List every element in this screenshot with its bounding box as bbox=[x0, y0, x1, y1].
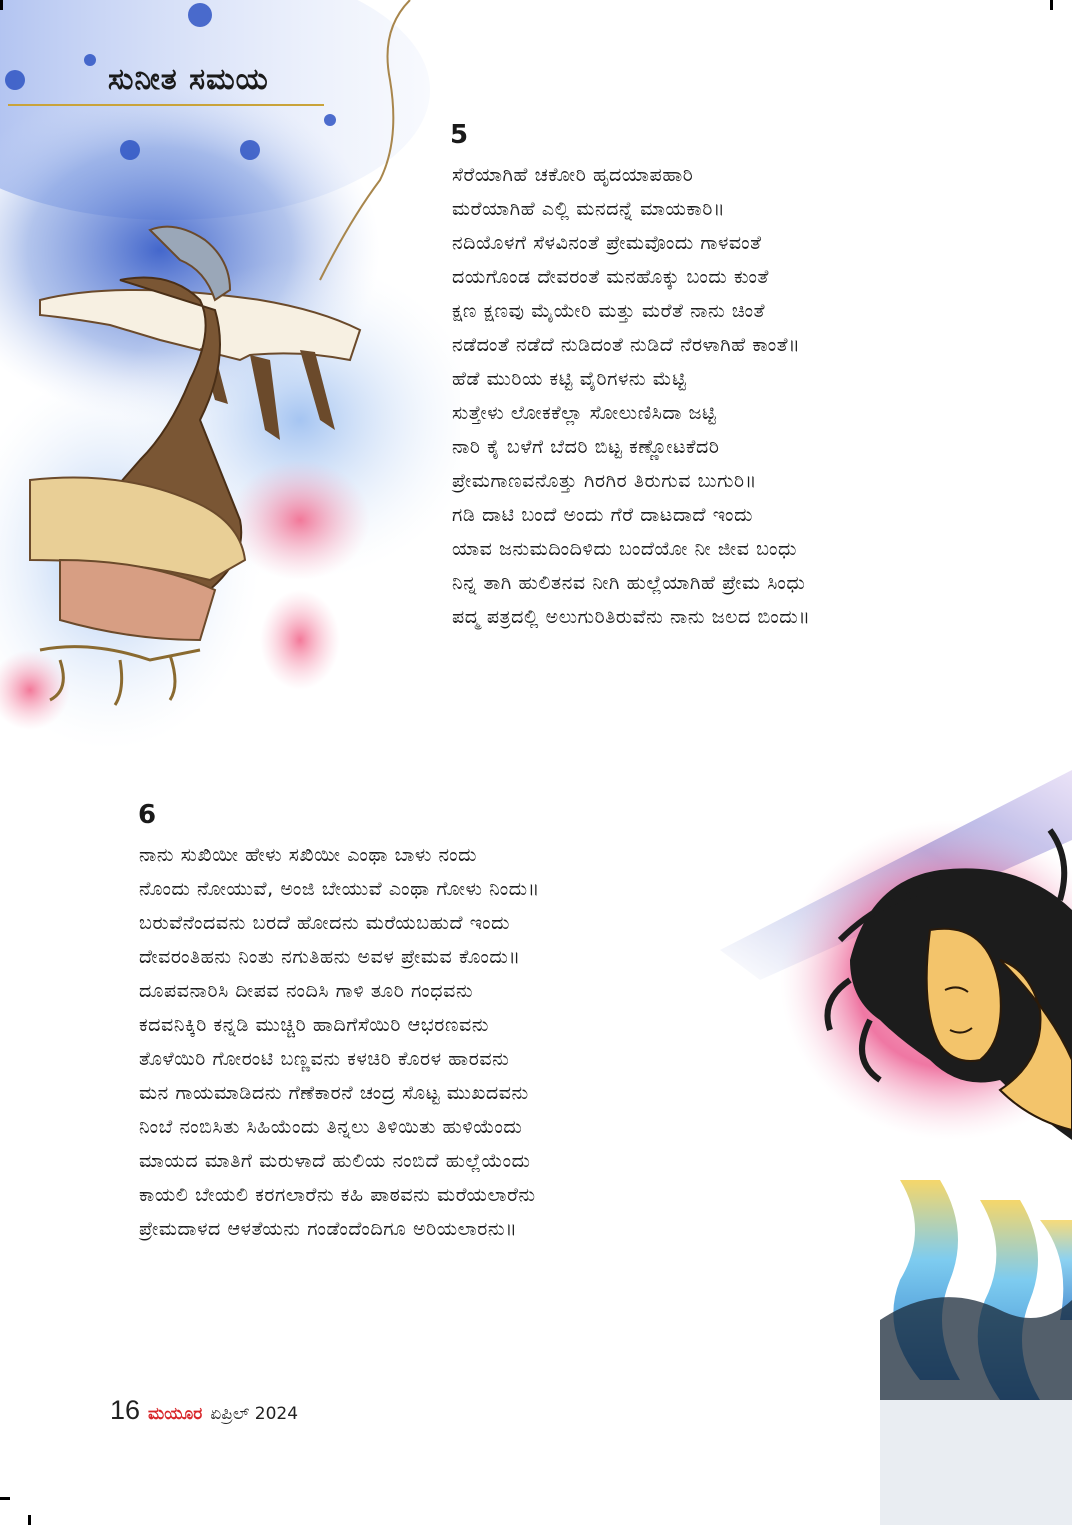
illustration-woman-at-table bbox=[0, 0, 460, 760]
poem-number-5: 5 bbox=[450, 120, 469, 150]
poem-line: ಬರುವೆನೆಂದವನು ಬರದೆ ಹೋದನು ಮರೆಯಬಹುದೆ ಇಂದು bbox=[139, 912, 511, 934]
poem-line: ಕದವನಿಕ್ಕಿರಿ ಕನ್ನಡಿ ಮುಚ್ಚಿರಿ ಹಾದಿಗೆಸೆಯಿರಿ ಆಭರಣವನು bbox=[139, 1014, 490, 1036]
poem-line: ದೂಪವನಾರಿಸಿ ದೀಪವ ನಂದಿಸಿ ಗಾಳಿ ತೂರಿ ಗಂಧವನು bbox=[139, 980, 474, 1002]
title-rule bbox=[8, 104, 324, 106]
poem-line: ದೇವರಂತಿಹನು ನಿಂತು ನಗುತಿಹನು ಅವಳ ಪ್ರೇಮವ ಕೊಂದು॥ bbox=[139, 946, 521, 968]
page-footer bbox=[110, 1395, 298, 1426]
poem-line: ಗಡಿ ದಾಟಿ ಬಂದೆ ಅಂದು ಗೆರೆ ದಾಟದಾದೆ ಇಂದು bbox=[452, 504, 753, 526]
poem-line: ಪ್ರೇಮದಾಳದ ಆಳತೆಯನು ಗಂಡೆಂದೆಂದಿಗೂ ಅರಿಯಲಾರನು॥ bbox=[139, 1218, 518, 1240]
magazine-name: ಮಯೂರ bbox=[148, 1404, 203, 1424]
crop-mark bbox=[0, 0, 3, 10]
illustration-woman-with-flowing-hair bbox=[700, 760, 1072, 1525]
crop-mark bbox=[0, 1497, 10, 1500]
poem-line: ಮಾಯದ ಮಾತಿಗೆ ಮರುಳಾದೆ ಹುಲಿಯ ನಂಬಿದೆ ಹುಲ್ಲೆಯೆಂದು bbox=[139, 1150, 531, 1172]
poem-line: ಮನ ಗಾಯಮಾಡಿದನು ಗೆಣೆಕಾರನೆ ಚಂದ್ರ ಸೊಟ್ಟ ಮುಖದವನು bbox=[139, 1082, 529, 1104]
poem-line: ನಾನು ಸುಖಿಯೀ ಹೇಳು ಸಖಿಯೀ ಎಂಥಾ ಬಾಳು ನಂದು bbox=[139, 844, 478, 866]
poem-line: ದಯಗೊಂಡ ದೇವರಂತೆ ಮನಹೊಕ್ಕು ಬಂದು ಕುಂತೆ bbox=[452, 266, 769, 288]
poem-line: ಹೆಡೆ ಮುರಿಯ ಕಟ್ಟಿ ವೈರಿಗಳನು ಮೆಟ್ಟಿ bbox=[452, 368, 687, 390]
poem-line: ಪದ್ಮ ಪತ್ರದಲ್ಲಿ ಅಲುಗುರಿತಿರುವೆನು ನಾನು ಜಲದ ಬಿಂದು॥ bbox=[452, 606, 811, 628]
poem-line: ನಿನ್ನ ತಾಗಿ ಹುಲಿತನವ ನೀಗಿ ಹುಲ್ಲೆಯಾಗಿಹೆ ಪ್ರೇಮ ಸಿಂಧು bbox=[452, 572, 806, 594]
poem-number-6: 6 bbox=[138, 800, 157, 830]
poem-line: ನಡೆದಂತೆ ನಡೆದೆ ನುಡಿದಂತೆ ನುಡಿದೆ ನೆರಳಾಗಿಹೆ ಕಾಂತೆ॥ bbox=[452, 334, 801, 356]
crop-mark bbox=[1050, 0, 1053, 10]
poem-line: ನಿಂಬೆ ನಂಬಿಸಿತು ಸಿಹಿಯೆಂದು ತಿನ್ನಲು ತಿಳಿಯಿತು ಹುಳಿಯೆಂದು bbox=[139, 1116, 523, 1138]
poem-line: ನದಿಯೊಳಗೆ ಸೆಳವಿನಂತೆ ಪ್ರೇಮವೊಂದು ಗಾಳವಂತೆ bbox=[452, 232, 762, 254]
crop-mark bbox=[28, 1515, 31, 1525]
poem-line: ಕ್ಷಣ ಕ್ಷಣವು ಮೈಯೇರಿ ಮತ್ತು ಮರೆತೆ ನಾನು ಚಿಂತೆ bbox=[452, 300, 766, 322]
poem-line: ತೊಳೆಯಿರಿ ಗೋರಂಟಿ ಬಣ್ಣವನು ಕಳಚಿರಿ ಕೊರಳ ಹಾರವನು bbox=[139, 1048, 510, 1070]
poem-line: ಪ್ರೇಮಗಾಣವನೊತ್ತು ಗಿರಗಿರ ತಿರುಗುವ ಬುಗುರಿ॥ bbox=[452, 470, 757, 492]
poem-line: ಯಾವ ಜನುಮದಿಂದಿಳಿದು ಬಂದೆಯೋ ನೀ ಜೀವ ಬಂಧು bbox=[452, 538, 797, 560]
page-number: 16 bbox=[110, 1395, 141, 1425]
poem-5 bbox=[452, 158, 810, 634]
poem-6 bbox=[139, 838, 540, 1246]
poem-line: ಸೆರೆಯಾಗಿಹೆ ಚಕೋರಿ ಹೃದಯಾಪಹಾರಿ bbox=[452, 164, 694, 186]
poem-line: ನಾರಿ ಕೈ ಬಳೆಗೆ ಬೆದರಿ ಬಿಟ್ಟ ಕಣ್ಣೋಟಕೆದರಿ bbox=[452, 436, 720, 458]
section-title: ಸುನೀತ ಸಮಯ bbox=[108, 62, 269, 97]
poem-line: ಮರೆಯಾಗಿಹೆ ಎಲ್ಲಿ ಮನದನ್ನೆ ಮಾಯಕಾರಿ॥ bbox=[452, 198, 726, 220]
poem-line: ನೊಂದು ನೋಯುವೆ, ಅಂಜಿ ಬೇಯುವೆ ಎಂಥಾ ಗೋಳು ನಿಂದು॥ bbox=[139, 878, 540, 900]
poem-line: ಕಾಯಲಿ ಬೇಯಲಿ ಕರಗಲಾರೆನು ಕಹಿ ಪಾಠವನು ಮರೆಯಲಾರೆನು bbox=[139, 1184, 536, 1206]
poem-line: ಸುತ್ತೇಳು ಲೋಕಕೆಲ್ಲಾ ಸೋಲುಣಿಸಿದಾ ಜಟ್ಟಿ bbox=[452, 402, 717, 424]
issue-date: ಏಪ್ರಿಲ್ 2024 bbox=[210, 1404, 299, 1424]
